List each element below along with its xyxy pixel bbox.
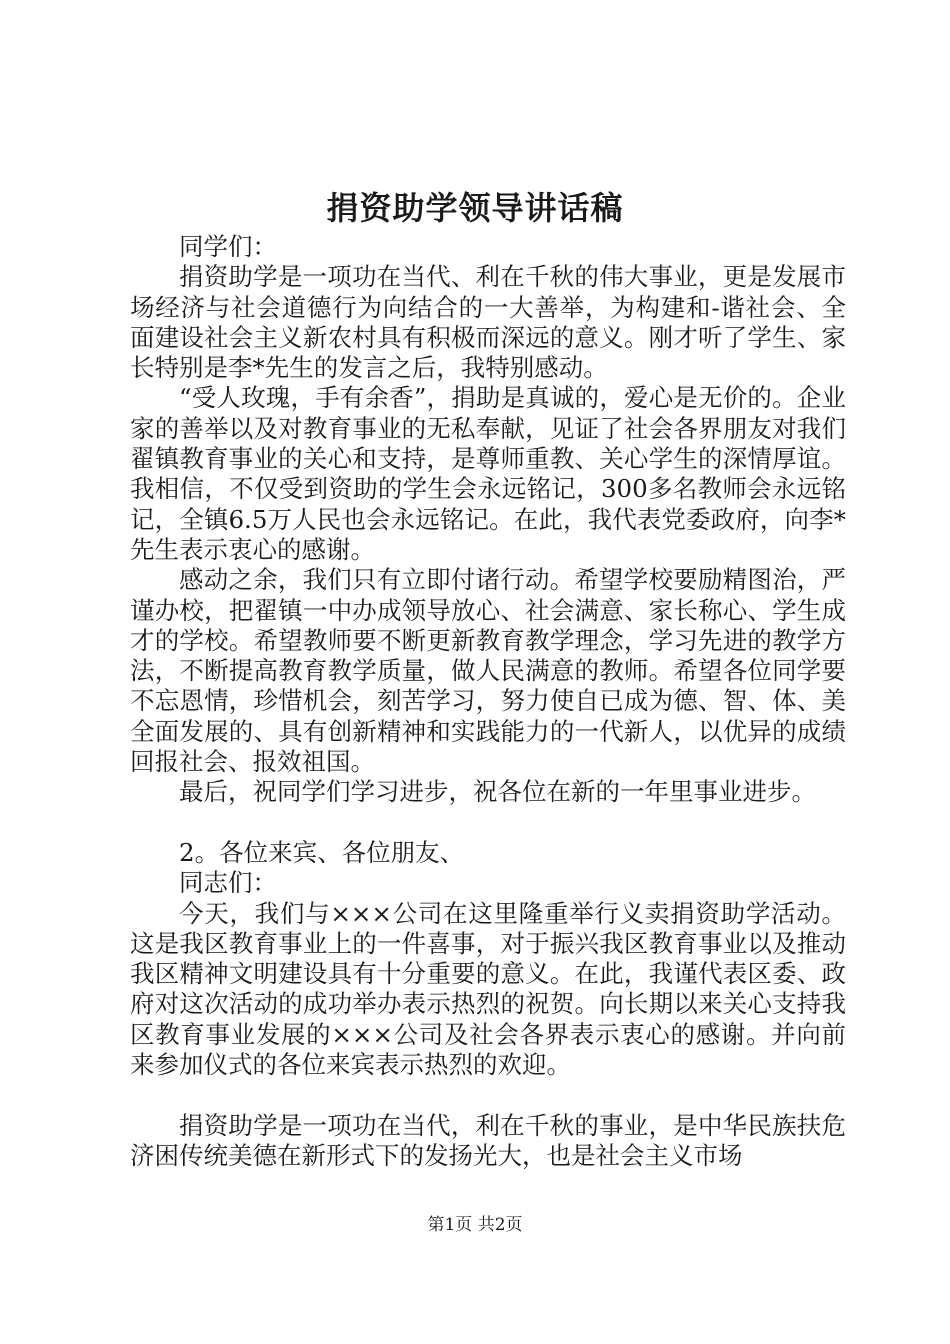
- body-paragraph: 今天，我们与×××公司在这里隆重举行义卖捐资助学活动。这是我区教育事业上的一件喜事，对于振兴我区教育事业以及推动我区精神文明建设具有十分重要的意义。在此，我谨代表区委、政府对这次活动的成功举办表示热烈的祝贺。向长期以来关心支持我区教育事业发展的×××公司及社会各界表示衷心的感谢。并向前来参加仪式的各位来宾表示热烈的欢迎。: [130, 898, 846, 1080]
- page-number: 第1页 共2页: [427, 1215, 523, 1235]
- closing-paragraph: 最后，祝同学们学习进步，祝各位在新的一年里事业进步。: [179, 777, 816, 807]
- salutation-comrades: 同志们：: [179, 868, 277, 898]
- body-paragraph: “受人玫瑰，手有余香”，捐助是真诚的，爱心是无价的。企业家的善举以及对教育事业的无私奉献，见证了社会各界朋友对我们翟镇教育事业的关心和支持，是尊师重教、关心学生的深情厚谊。我相信，不仅受到资助的学生会永远铭记，300多名教师会永远铭记，全镇6.5万人民也会永远铭记。在此，我代表党委政府，向李*先生表示衷心的感谢。: [130, 383, 846, 564]
- body-paragraph: 感动之余，我们只有立即付诸行动。希望学校要励精图治，严谨办校，把翟镇一中办成领导放心、社会满意、家长称心、学生成才的学校。希望教师要不断更新教育教学理念，学习先进的教学方法，不断提高教育教学质量，做人民满意的教师。希望各位同学要不忘恩情，珍惜机会，刻苦学习，努力使自已成为德、智、体、美全面发展的、具有创新精神和实践能力的一代新人，以优异的成绩回报社会、报效祖国。: [130, 565, 846, 777]
- salutation-students: 同学们：: [179, 232, 277, 261]
- body-paragraph: 捐资助学是一项功在当代，利在千秋的事业，是中华民族扶危济困传统美德在新形式下的发扬光大，也是社会主义市场: [130, 1110, 846, 1170]
- document-title: 捐资助学领导讲话稿: [326, 189, 624, 227]
- section-2-heading: 2。各位来宾、各位朋友、: [179, 837, 465, 867]
- body-paragraph: 捐资助学是一项功在当代、利在千秋的伟大事业，更是发展市场经济与社会道德行为向结合的一大善举，为构建和-谐社会、全面建设社会主义新农村具有积极而深远的意义。刚才听了学生、家长特别是李*先生的发言之后，我特别感动。: [130, 262, 846, 383]
- document-body: [130, 232, 846, 1171]
